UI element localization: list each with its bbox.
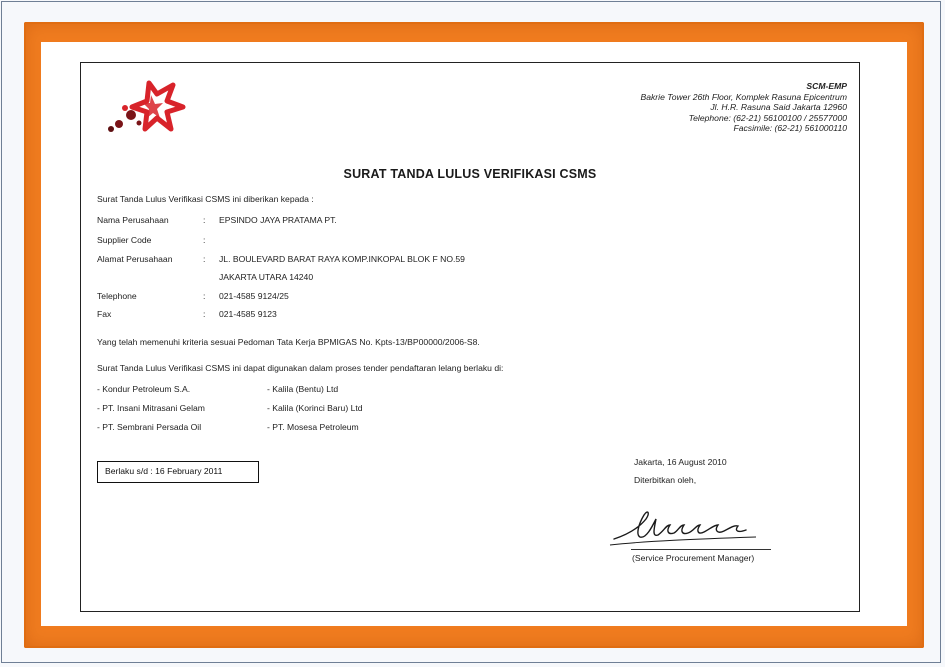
org-code: SCM-EMP [806,81,847,91]
place-date: Jakarta, 16 August 2010 [634,457,727,467]
field-value-address-2: JAKARTA UTARA 14240 [219,272,314,282]
field-value-fax: 021-4585 9123 [219,309,277,319]
company-list-item: - Kondur Petroleum S.A. [97,384,191,394]
signatory-title: (Service Procurement Manager) [632,553,755,563]
field-value-company-name: EPSINDO JAYA PRATAMA PT. [219,215,337,225]
telephone-line: Telephone: (62-21) 56100100 / 25577000 [688,112,847,123]
company-logo-icon [101,77,191,135]
usage-text: Surat Tanda Lulus Verifikasi CSMS ini dapat digunakan dalam proses tender pendaftaran lelang berlaku di: [97,363,504,373]
field-sep: : [203,291,206,301]
intro-text: Surat Tanda Lulus Verifikasi CSMS ini diberikan kepada : [97,194,314,204]
criteria-text: Yang telah memenuhi kriteria sesuai Pedoman Tata Kerja BPMIGAS No. Kpts-13/BP00000/2006-S8. [97,337,480,347]
field-label-telephone: Telephone [97,291,137,301]
issued-by: Diterbitkan oleh, [634,475,697,485]
company-list-item: - PT. Insani Mitrasani Gelam [97,403,205,413]
field-label-fax: Fax [97,309,112,319]
certificate [80,62,860,612]
address-line-1: Bakrie Tower 26th Floor, Komplek Rasuna Epicentrum [640,91,847,102]
field-label-supplier-code: Supplier Code [97,235,152,245]
field-value-telephone: 021-4585 9124/25 [219,291,289,301]
signature-line [631,549,771,550]
company-address-block [640,81,847,134]
field-sep: : [203,235,206,245]
facsimile-line: Facsimile: (62-21) 561000110 [733,123,847,134]
field-label-company-name: Nama Perusahaan [97,215,169,225]
field-label-address: Alamat Perusahaan [97,254,173,264]
signature-icon [606,501,781,551]
validity-box: Berlaku s/d : 16 February 2011 [97,461,259,483]
field-sep: : [203,309,206,319]
company-list-item: - PT. Mosesa Petroleum [267,422,359,432]
company-list-item: - Kalila (Korinci Baru) Ltd [267,403,363,413]
company-list-item: - Kalila (Bentu) Ltd [267,384,339,394]
certificate-title: SURAT TANDA LULUS VERIFIKASI CSMS [343,167,597,181]
address-line-2: Jl. H.R. Rasuna Said Jakarta 12960 [710,102,847,113]
field-sep: : [203,254,206,264]
field-sep: : [203,215,206,225]
company-list-item: - PT. Sembrani Persada Oil [97,422,202,432]
field-value-address-1: JL. BOULEVARD BARAT RAYA KOMP.INKOPAL BLOK F NO.59 [219,254,465,264]
